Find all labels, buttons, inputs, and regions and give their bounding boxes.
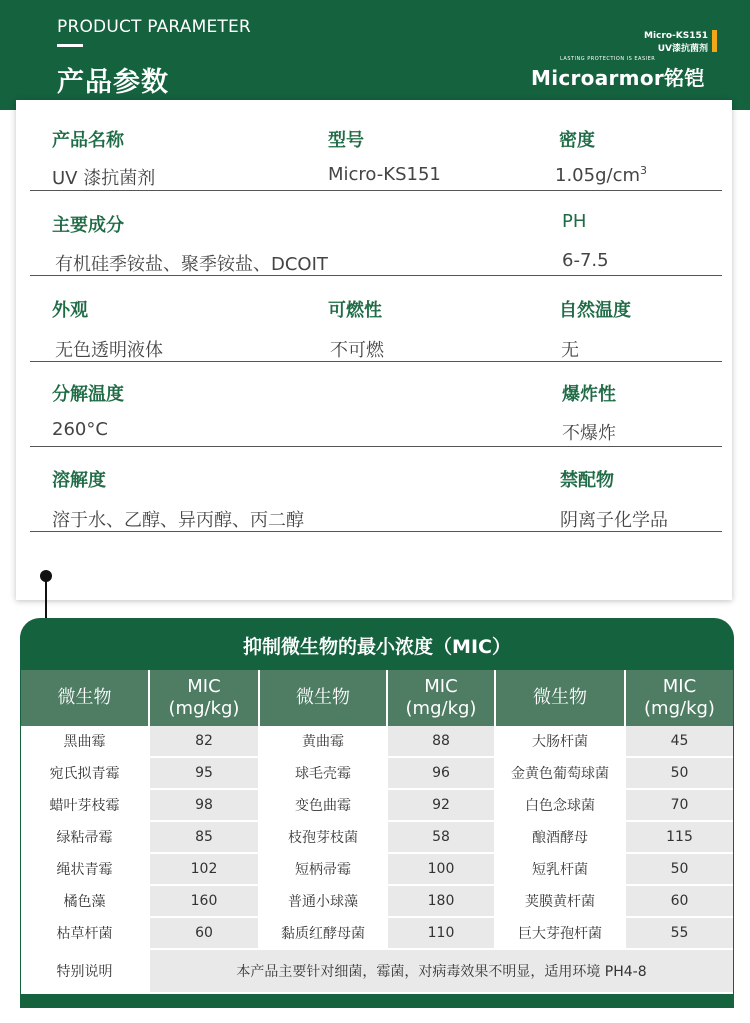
microbe-cell: 黑曲霉 — [21, 726, 149, 757]
mic-value-cell: 88 — [387, 726, 495, 757]
note-row — [21, 949, 733, 993]
microbe-cell: 绿粘帚霉 — [21, 821, 149, 853]
row-divider — [30, 275, 722, 276]
header-model-line1: Micro-KS151 — [644, 31, 708, 41]
appearance-value: 无色透明液体 — [55, 340, 163, 361]
table-row — [21, 885, 733, 917]
incompatible-label: 禁配物 — [560, 470, 614, 491]
header-title-en: PRODUCT PARAMETER — [57, 17, 251, 37]
microbe-cell: 黏质红酵母菌 — [259, 917, 387, 949]
mic-value-cell: 82 — [149, 726, 259, 757]
explosive-label: 爆炸性 — [562, 384, 616, 405]
col-mic-title: MIC — [424, 676, 458, 697]
note-label: 特别说明 — [21, 949, 149, 993]
solubility-value: 溶于水、乙醇、异丙醇、丙二醇 — [52, 510, 304, 531]
col-microbe-header: 微生物 — [21, 670, 149, 726]
col-mic-header — [387, 670, 495, 726]
microbe-cell: 酿酒酵母 — [495, 821, 625, 853]
mic-title: 抑制微生物的最小浓度（MIC） — [243, 636, 511, 658]
connector-dot-top — [40, 570, 52, 582]
appearance-label: 外观 — [52, 300, 88, 321]
ingredient-label: 主要成分 — [52, 215, 124, 236]
density-superscript: 3 — [640, 164, 647, 177]
mic-value-cell: 60 — [149, 917, 259, 949]
header-model-line2: UV漆抗菌剂 — [657, 44, 708, 54]
density-value — [555, 164, 647, 186]
header-accent-bar — [712, 30, 717, 52]
mic-value-cell: 85 — [149, 821, 259, 853]
product-name-value: UV 漆抗菌剂 — [52, 168, 156, 189]
mic-header-row — [21, 670, 733, 726]
table-row — [21, 821, 733, 853]
mic-value-cell: 160 — [149, 885, 259, 917]
mic-value-cell: 92 — [387, 789, 495, 821]
header-underline — [57, 44, 83, 47]
mic-value-cell: 58 — [387, 821, 495, 853]
microbe-cell: 荚膜黄杆菌 — [495, 885, 625, 917]
row-divider — [30, 531, 722, 532]
incompatible-value: 阴离子化学品 — [560, 510, 668, 531]
model-value: Micro-KS151 — [328, 164, 441, 185]
ph-label: PH — [562, 211, 587, 232]
table-row — [21, 917, 733, 949]
col-mic-unit: (mg/kg) — [405, 698, 477, 719]
microbe-cell: 蜡叶芽枝霉 — [21, 789, 149, 821]
mic-value-cell: 50 — [625, 757, 733, 789]
mic-value-cell: 115 — [625, 821, 733, 853]
brand-tagline: LASTING PROTECTION IS EASIER — [560, 56, 656, 62]
microbe-cell: 绳状青霉 — [21, 853, 149, 885]
page-title: 产品参数 — [57, 67, 169, 98]
microbe-cell: 金黄色葡萄球菌 — [495, 757, 625, 789]
density-label: 密度 — [559, 130, 595, 151]
mic-value-cell: 180 — [387, 885, 495, 917]
mic-value-cell: 100 — [387, 853, 495, 885]
mic-value-cell: 96 — [387, 757, 495, 789]
col-mic-title: MIC — [662, 676, 697, 697]
mic-value-cell: 50 — [625, 853, 733, 885]
microbe-cell: 普通小球藻 — [259, 885, 387, 917]
col-mic-unit: (mg/kg) — [644, 698, 715, 719]
autoignition-label: 自然温度 — [559, 300, 631, 321]
row-divider — [30, 190, 722, 191]
ph-value: 6-7.5 — [562, 250, 609, 271]
brand-logo: Microarmor铭铠 — [531, 66, 705, 90]
density-number: 1.05g/cm — [555, 165, 640, 186]
mic-value-cell: 60 — [625, 885, 733, 917]
table-row — [21, 726, 733, 757]
mic-table — [21, 670, 733, 994]
model-label: 型号 — [328, 130, 364, 151]
table-row — [21, 789, 733, 821]
microbe-cell: 白色念球菌 — [495, 789, 625, 821]
mic-value-cell: 95 — [149, 757, 259, 789]
header-model-label — [644, 30, 708, 56]
mic-value-cell: 45 — [625, 726, 733, 757]
microbe-cell: 宛氏拟青霉 — [21, 757, 149, 789]
microbe-cell: 黄曲霉 — [259, 726, 387, 757]
product-name-label: 产品名称 — [52, 130, 124, 151]
autoignition-value: 无 — [561, 340, 579, 361]
microbe-cell: 大肠杆菌 — [495, 726, 625, 757]
col-microbe-header: 微生物 — [259, 670, 387, 726]
microbe-cell: 短柄帚霉 — [259, 853, 387, 885]
explosive-value: 不爆炸 — [562, 423, 616, 444]
microbe-cell: 变色曲霉 — [259, 789, 387, 821]
table-row — [21, 853, 733, 885]
decomposition-label: 分解温度 — [52, 384, 124, 405]
col-mic-title: MIC — [187, 676, 221, 697]
flammability-value: 不可燃 — [330, 340, 384, 361]
note-text: 本产品主要针对细菌，霉菌，对病毒效果不明显，适用环境 PH4-8 — [149, 949, 733, 993]
mic-value-cell: 102 — [149, 853, 259, 885]
mic-value-cell: 98 — [149, 789, 259, 821]
mic-value-cell: 70 — [625, 789, 733, 821]
col-mic-header — [625, 670, 733, 726]
microbe-cell: 短乳杆菌 — [495, 853, 625, 885]
microbe-cell: 巨大芽孢杆菌 — [495, 917, 625, 949]
solubility-label: 溶解度 — [52, 470, 106, 491]
col-mic-header — [149, 670, 259, 726]
col-mic-unit: (mg/kg) — [168, 698, 240, 719]
microbe-cell: 枝孢芽枝菌 — [259, 821, 387, 853]
table-row — [21, 757, 733, 789]
mic-value-cell: 55 — [625, 917, 733, 949]
col-microbe-header: 微生物 — [495, 670, 625, 726]
flammability-label: 可燃性 — [328, 300, 382, 321]
microbe-cell: 枯草杆菌 — [21, 917, 149, 949]
decomposition-value: 260°C — [52, 419, 108, 440]
mic-value-cell: 110 — [387, 917, 495, 949]
microbe-cell: 橘色藻 — [21, 885, 149, 917]
row-divider — [30, 446, 722, 447]
microbe-cell: 球毛壳霉 — [259, 757, 387, 789]
ingredient-value: 有机硅季铵盐、聚季铵盐、DCOIT — [55, 254, 328, 275]
row-divider — [30, 361, 722, 362]
